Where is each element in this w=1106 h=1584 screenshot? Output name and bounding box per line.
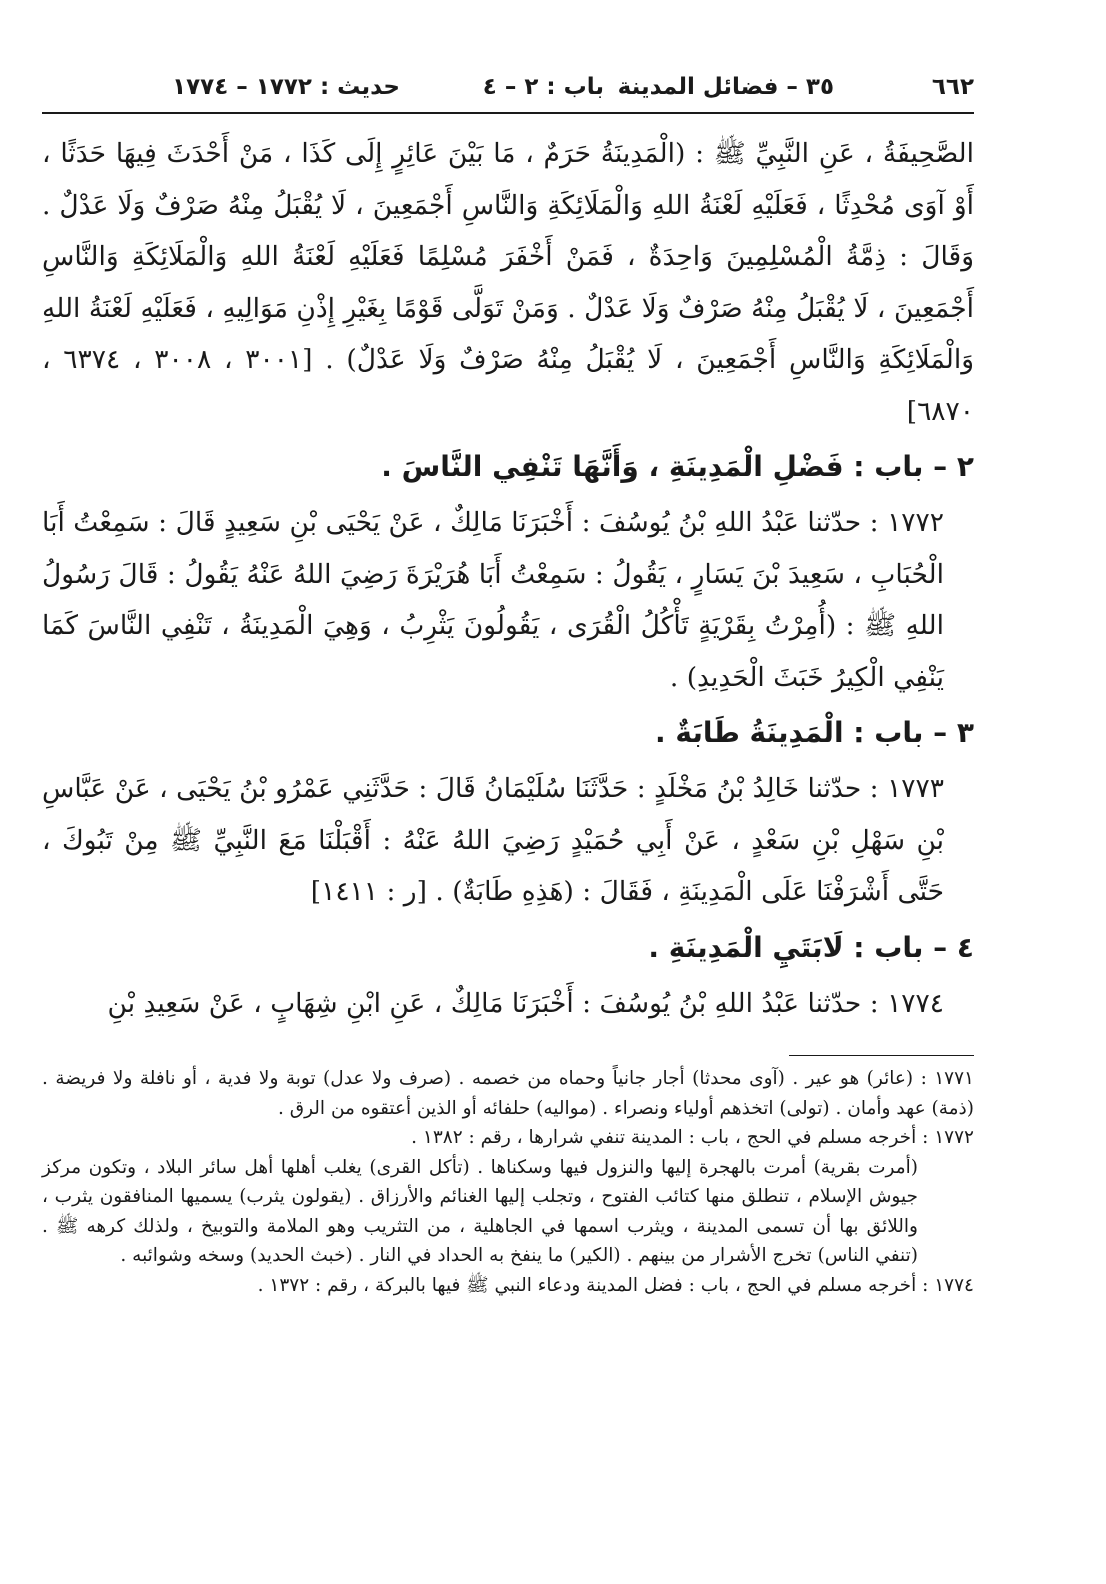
book-title: ٣٥ – فضائل المدينة — [617, 74, 834, 100]
chapter-4-title: ٤ – باب : لَابَتَيِ الْمَدِينَةِ . — [648, 930, 974, 964]
footnote-1772-glossary: (أمرت بقرية) أمرت بالهجرة إليها والنزول فيها وسكناها . (تأكل القرى) يغلب أهلها أهل سائر البلاد ، وتكون مركز جيوش الإسلام ، تنطلق منها كتائب الفتوح ، وتجلب إليها الغنائم والأرزاق . (يقولون يثرب) يسميها المنافقون يثرب ، واللائق بها أن تسمى المدينة ، ويثرب اسمها في الجاهلية ، من التثريب وهو الملامة والتوبيخ ، ولذلك كرهه ﷺ . (تنفي الناس) تخرج الأشرار من بينهم . (الكير) ما ينفخ به الحداد في النار . (خبث الحديد) وسخه وشوائبه . — [42, 1156, 918, 1266]
hadith-1771-continuation: الصَّحِيفَةُ ، عَنِ النَّبِيِّ ﷺ : (الْمَدِينَةُ حَرَمٌ ، مَا بَيْنَ عَائِرٍ إِلَى كَذَا ، مَنْ أَحْدَثَ فِيهَا حَدَثًا ، أَوْ آوَى مُحْدِثًا ، فَعَلَيْهِ لَعْنَةُ اللهِ وَالْمَلَائِكَةِ وَالنَّاسِ أَجْمَعِينَ ، لَا يُقْبَلُ مِنْهُ صَرْفٌ وَلَا عَدْلٌ . وَقَالَ : ذِمَّةُ الْمُسْلِمِينَ وَاحِدَةٌ ، فَمَنْ أَخْفَرَ مُسْلِمًا فَعَلَيْهِ لَعْنَةُ اللهِ وَالْمَلَائِكَةِ وَالنَّاسِ أَجْمَعِينَ ، لَا يُقْبَلُ مِنْهُ صَرْفٌ وَلَا عَدْلٌ . وَمَنْ تَوَلَّى قَوْمًا بِغَيْرِ إِذْنِ مَوَالِيهِ ، فَعَلَيْهِ لَعْنَةُ اللهِ وَالْمَلَائِكَةِ وَالنَّاسِ أَجْمَعِينَ ، لَا يُقْبَلُ مِنْهُ صَرْفٌ وَلَا عَدْلٌ) . [٣٠٠١ ، ٣٠٠٨ ، ٦٣٧٤ ، ٦٨٧٠] — [42, 138, 975, 427]
page-number: ٦٦٢ — [931, 74, 974, 100]
footnotes — [42, 1064, 974, 1300]
book-page — [42, 60, 974, 1300]
running-header — [42, 60, 974, 114]
footnote-1772: ١٧٧٢ : أخرجه مسلم في الحج ، باب : المدينة تنفي شرارها ، رقم : ١٣٨٢ . — [411, 1127, 974, 1148]
chapter-3-title: ٣ – باب : الْمَدِينَةُ طَابَةٌ . — [655, 716, 974, 749]
chapter-2-title: ٢ – باب : فَضْلِ الْمَدِينَةِ ، وَأَنَّهَا تَنْفِي النَّاسَ . — [381, 450, 974, 483]
chapter-range: باب : ٢ – ٤ — [482, 74, 604, 100]
hadith-1773: ١٧٧٣ : حدّثنا خَالِدُ بْنُ مَخْلَدٍ : حَدَّثَنَا سُلَيْمَانُ قَالَ : حَدَّثَنِي عَمْرُو بْنُ يَحْيَى ، عَنْ عَبَّاسِ بْنِ سَهْلِ بْنِ سَعْدٍ ، عَنْ أَبِي حُمَيْدٍ رَضِيَ اللهُ عَنْهُ : أَقْبَلْنَا مَعَ النَّبِيِّ ﷺ مِنْ تَبُوكَ ، حَتَّى أَشْرَفْنَا عَلَى الْمَدِينَةِ ، فَقَالَ : (هَذِهِ طَابَةٌ) . [ر : ١٤١١] — [42, 773, 944, 907]
footnote-1774: ١٧٧٤ : أخرجه مسلم في الحج ، باب : فضل المدينة ودعاء النبي ﷺ فيها بالبركة ، رقم : ١٣٧٢ . — [257, 1274, 974, 1296]
hadith-range: حديث : ١٧٧٢ – ١٧٧٤ — [172, 74, 400, 100]
hadith-1774: ١٧٧٤ : حدّثنا عَبْدُ اللهِ بْنُ يُوسُفَ : أَخْبَرَنَا مَالِكٌ ، عَنِ ابْنِ شِهَابٍ ، عَنْ سَعِيدِ بْنِ — [107, 987, 944, 1019]
hadith-1772: ١٧٧٢ : حدّثنا عَبْدُ اللهِ بْنُ يُوسُفَ : أَخْبَرَنَا مَالِكٌ ، عَنْ يَحْيَى بْنِ سَعِيدٍ قَالَ : سَمِعْتُ أَبَا الْحُبَابِ ، سَعِيدَ بْنَ يَسَارٍ ، يَقُولُ : سَمِعْتُ أَبَا هُرَيْرَةَ رَضِيَ اللهُ عَنْهُ يَقُولُ : قَالَ رَسُولُ اللهِ ﷺ : (أُمِرْتُ بِقَرْيَةٍ تَأْكُلُ الْقُرَى ، يَقُولُونَ يَثْرِبُ ، وَهِيَ الْمَدِينَةُ ، تَنْفِي النَّاسَ كَمَا يَنْفِي الْكِيرُ خَبَثَ الْحَدِيدِ) . — [42, 507, 944, 693]
footnote-1771: ١٧٧١ : (عائر) هو عير . (آوى محدثا) أجار جانياً وحماه من خصمه . (صرف ولا عدل) توبة ولا فدية ، أو نافلة ولا فريضة . (ذمة) عهد وأمان . (تولى) اتخذهم أولياء ونصراء . (مواليه) حلفائه أو الذين أعتقوه من الرق . — [42, 1068, 974, 1119]
footnote-separator — [789, 1055, 974, 1056]
main-text — [42, 128, 974, 1029]
